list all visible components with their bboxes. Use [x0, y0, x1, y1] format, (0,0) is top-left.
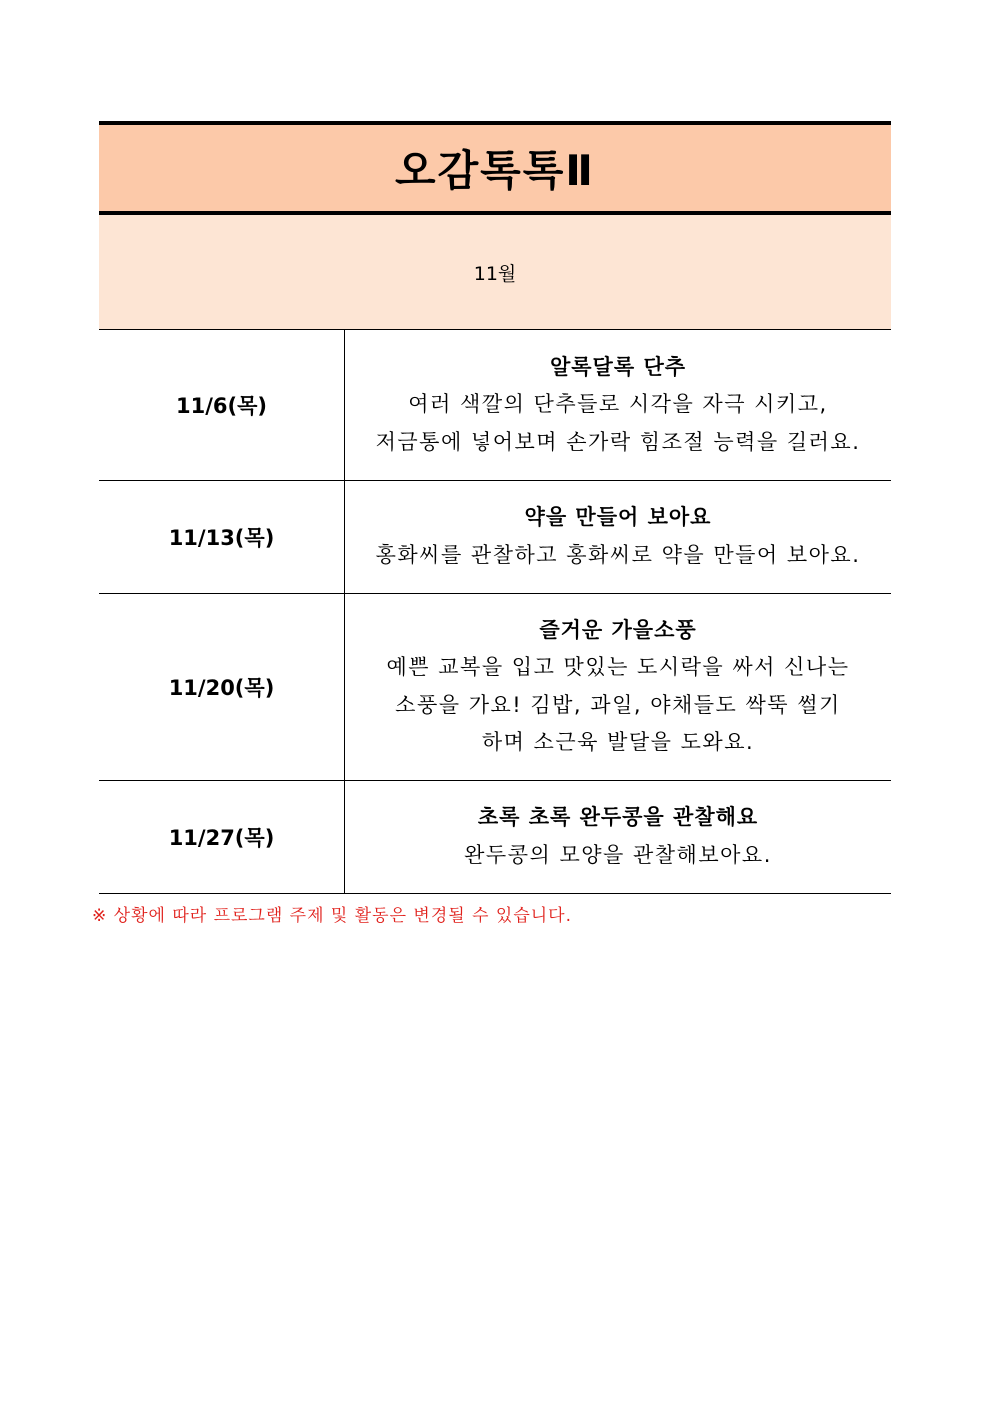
- activity-title: 약을 만들어 보아요: [524, 505, 712, 529]
- activity-line: 여러 색깔의 단추들로 시각을 자극 시키고,: [408, 392, 828, 416]
- change-notice: ※ 상황에 따라 프로그램 주제 및 활동은 변경될 수 있습니다.: [92, 906, 572, 926]
- activity-line: 소풍을 가요! 김밥, 과일, 야채들도 싹뚝 썰기: [395, 692, 841, 717]
- date-cell: 11/6(목): [99, 330, 345, 480]
- activity-title: 알록달록 단추: [549, 354, 687, 379]
- activity-title: 초록 초록 완두콩을 관찰해요: [477, 805, 759, 829]
- date-cell: 11/27(목): [99, 780, 345, 893]
- activity-title: 즐거운 가을소풍: [539, 617, 697, 642]
- date-cell: 11/13(목): [99, 480, 345, 593]
- table-row: [99, 593, 891, 780]
- activity-line: 하며 소근육 발달을 도와요.: [481, 730, 755, 754]
- activity-line: 홍화씨를 관찰하고 홍화씨로 약을 만들어 보아요.: [375, 542, 861, 567]
- table-row: [99, 330, 891, 480]
- table-row: [99, 480, 891, 593]
- title-band: [99, 121, 891, 215]
- date-cell: 11/20(목): [99, 593, 345, 780]
- activity-line: 저금통에 넣어보며 손가락 힘조절 능력을 길러요.: [375, 429, 861, 454]
- activity-cell: [345, 780, 892, 893]
- activity-cell: [345, 593, 892, 780]
- page-title: 오감톡톡Ⅱ: [395, 146, 595, 195]
- program-document: [99, 121, 891, 894]
- activity-cell: [345, 330, 892, 480]
- month-band: [99, 215, 891, 330]
- activity-line: 완두콩의 모양을 관찰해보아요.: [464, 842, 772, 867]
- table-row: [99, 780, 891, 893]
- month-label: 11월: [473, 262, 517, 285]
- activity-cell: [345, 480, 892, 593]
- schedule-table: [99, 330, 891, 894]
- activity-line: 예쁜 교복을 입고 맛있는 도시락을 싸서 신나는: [386, 655, 850, 679]
